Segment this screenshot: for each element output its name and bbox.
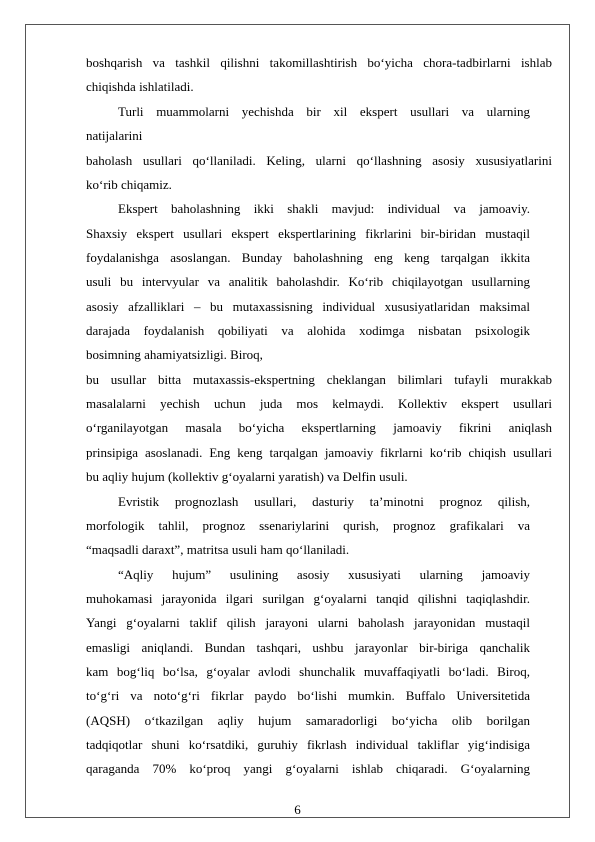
text-line: chiqishda ishlatiladi. <box>86 79 194 94</box>
text-line: Yangi g‘oyalarni taklif qilish jarayoni ularni baholash jarayonidan mustaqil <box>86 615 530 630</box>
text-line: asosiy afzalliklari – bu mutaxassisning individual xususiyatlaridan maksimal <box>86 299 530 314</box>
text-line: Evristik prognozlash usullari, dasturiy ta’minotni prognoz qilish, <box>118 494 530 509</box>
page-number: 6 <box>294 802 301 817</box>
text-line: usuli bu intervyular va analitik baholashdir. Ko‘rib chiqilayotgan usullarning <box>86 274 530 289</box>
text-line: emasligi aniqlandi. Bundan tashqari, ushbu jarayonlar bir-biriga qanchalik <box>86 640 530 655</box>
text-line: bu aqliy hujum (kollektiv g‘oyalarni yaratish) va Delfin usuli. <box>86 469 408 484</box>
text-line: “Aqliy hujum” usulining asosiy xususiyati ularning jamoaviy <box>118 567 530 582</box>
text-line: Shaxsiy ekspert usullari ekspert ekspertlarining fikrlarini bir-biridan mustaqil <box>86 226 530 241</box>
text-line: tadqiqotlar shuni ko‘rsatdiki, guruhiy fikrlash individual takliflar yig‘indisiga <box>86 737 530 752</box>
text-line: (AQSH) o‘tkazilgan aqliy hujum samaradorligi bo‘yicha olib borilgan <box>86 713 530 728</box>
text-line: baholash usullari qo‘llaniladi. Keling, ularni qo‘llashning asosiy xususiyatlarini <box>86 153 552 168</box>
text-line: boshqarish va tashkil qilishni takomillashtirish bo‘yicha chora-tadbirlarni ishlab <box>86 55 552 70</box>
text-line: prinsipiga asoslanadi. Eng keng tarqalgan jamoaviy fikrlarni ko‘rib chiqish usullari <box>86 445 552 460</box>
text-line: muhokamasi jarayonida ilgari surilgan g‘oyalarni tanqid qilishni taqiqlashdir. <box>86 591 530 606</box>
text-line: masalalarni yechish uchun juda mos kelmaydi. Kollektiv ekspert usullari <box>86 396 552 411</box>
text-line: bosimning ahamiyatsizligi. Biroq, <box>86 347 263 362</box>
text-line: morfologik tahlil, prognoz ssenariylarini qurish, prognoz grafikalari va <box>86 518 530 533</box>
text-line: o‘rganilayotgan masala bo‘yicha ekspertlarning jamoaviy fikrini aniqlash <box>86 420 552 435</box>
text-line: Turli muammolarni yechishda bir xil ekspert usullari va ularning <box>118 104 530 119</box>
text-line: foydalanishga asoslangan. Bunday baholashning eng keng tarqalgan ikkita <box>86 250 530 265</box>
text-line: natijalarini <box>86 128 143 143</box>
text-line: darajada foydalanish qobiliyati va alohida xodimga nisbatan psixologik <box>86 323 530 338</box>
text-line: kam bog‘liq bo‘lsa, g‘oyalar avlodi shunchalik muvaffaqiyatli bo‘ladi. Biroq, <box>86 664 530 679</box>
text-line: qaraganda 70% ko‘proq yangi g‘oyalarni ishlab chiqaradi. G‘oyalarning <box>86 761 530 776</box>
text-line: “maqsadli daraxt”, matritsa usuli ham qo‘llaniladi. <box>86 542 350 557</box>
text-line: Ekspert baholashning ikki shakli mavjud: individual va jamoaviy. <box>118 201 530 216</box>
text-line: bu usullar bitta mutaxassis-ekspertning cheklangan bilimlari tufayli murakkab <box>86 372 552 387</box>
text-line: to‘g‘ri va noto‘g‘ri fikrlar paydo bo‘lishi mumkin. Buffalo Universitetida <box>86 688 530 703</box>
text-line: ko‘rib chiqamiz. <box>86 177 172 192</box>
